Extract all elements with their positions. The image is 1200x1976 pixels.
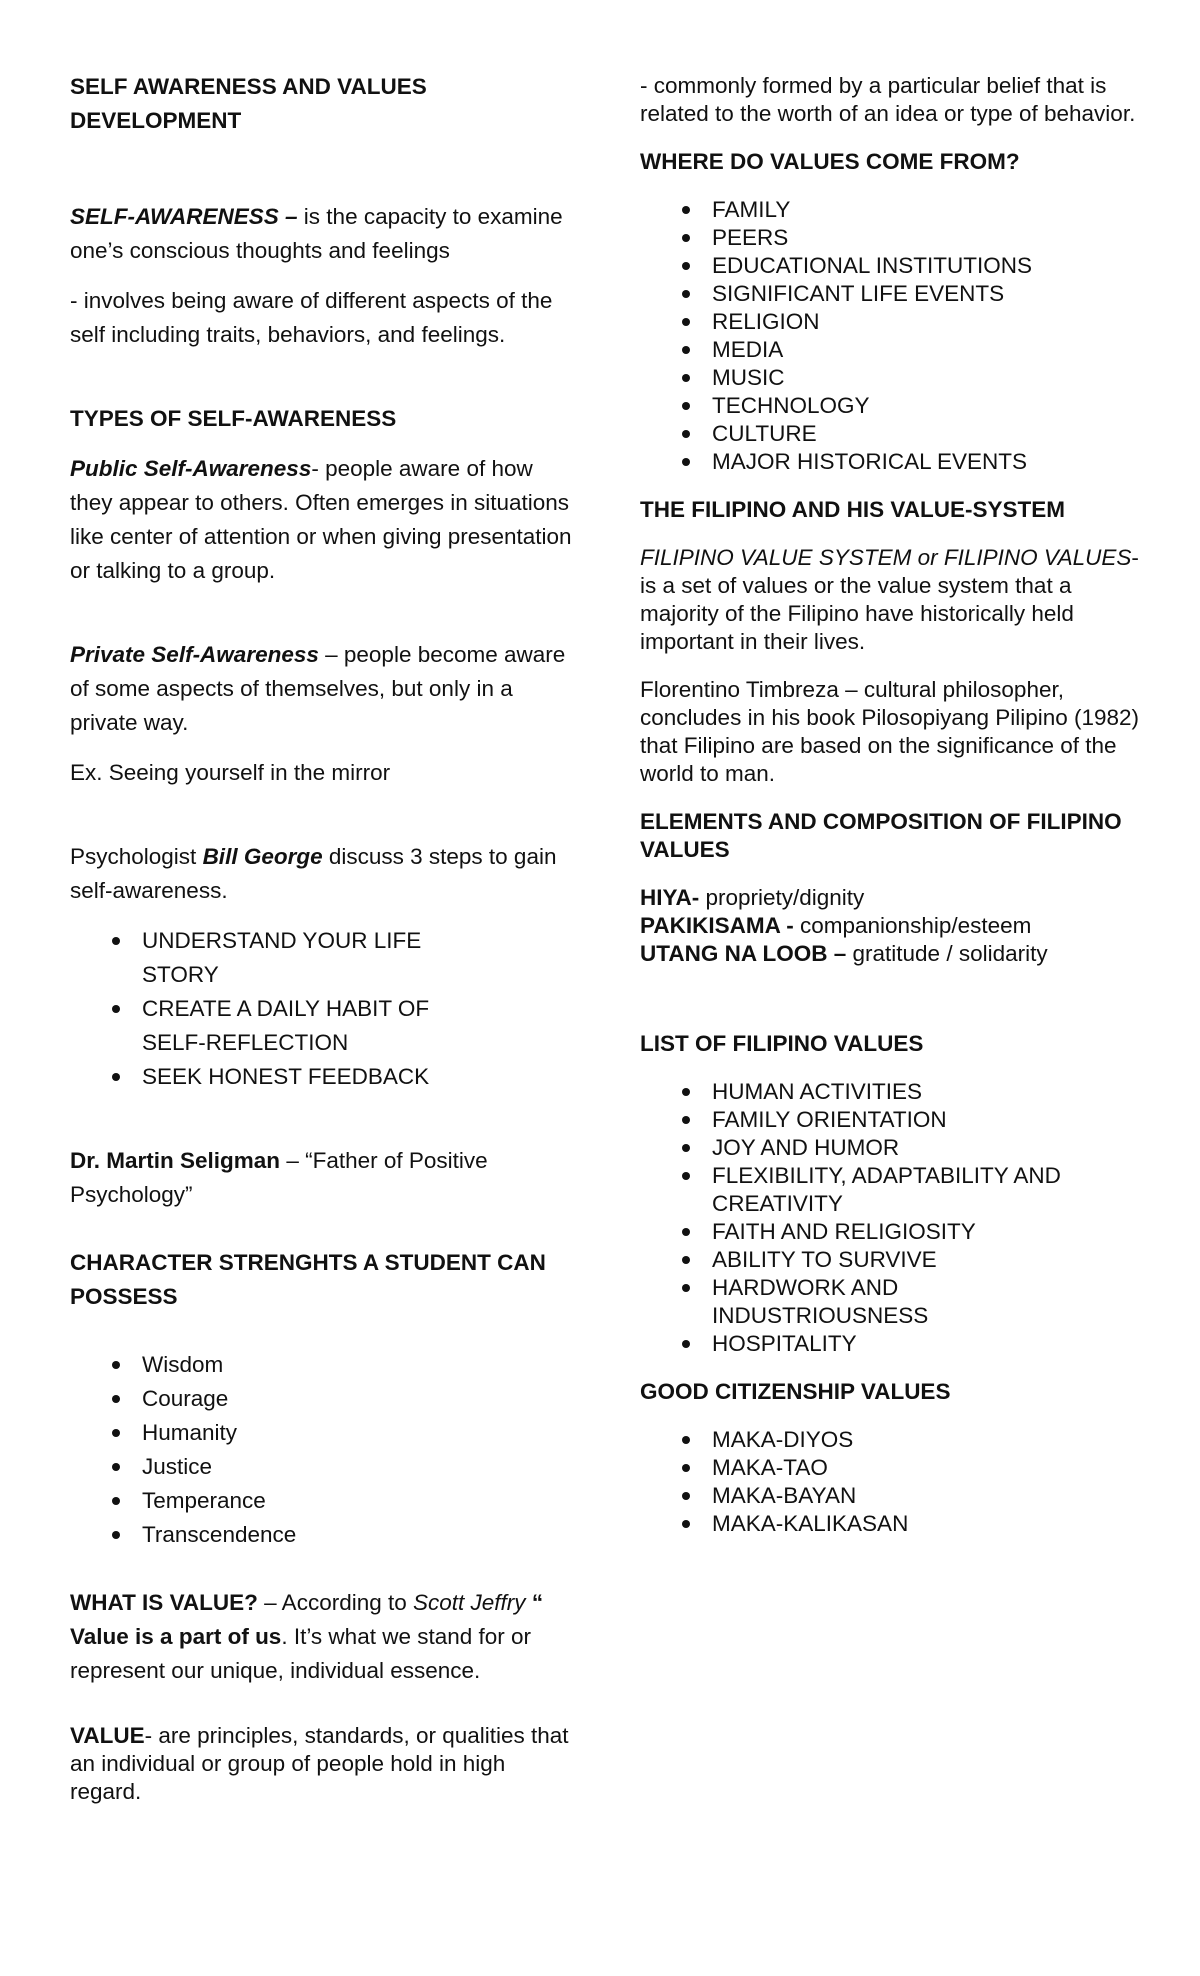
- value-continuation: - commonly formed by a particular belief that is related to the worth of an idea or type of behavior.: [640, 73, 1136, 126]
- list-item: Wisdom: [142, 1348, 575, 1382]
- list-item: MUSIC: [712, 364, 1145, 392]
- list-item: HOSPITALITY: [712, 1330, 1102, 1358]
- filipino-values-list: [640, 1078, 1102, 1358]
- fvs-def: - is a set of values or the value system that a majority of the Filipino have historically held important in their lives.: [640, 545, 1139, 654]
- list-item: HARDWORK AND INDUSTRIOUSNESS: [712, 1274, 1102, 1330]
- psych-prefix: Psychologist: [70, 844, 203, 869]
- list-item: MAKA-DIYOS: [712, 1426, 1145, 1454]
- elements-list: [640, 884, 1145, 968]
- list-item: MAKA-TAO: [712, 1454, 1145, 1482]
- citizen-heading: GOOD CITIZENSHIP VALUES: [640, 1379, 951, 1404]
- filipino-heading: THE FILIPINO AND HIS VALUE-SYSTEM: [640, 497, 1066, 522]
- fvs-term: FILIPINO VALUE SYSTEM or FILIPINO VALUES: [640, 545, 1132, 570]
- what-is-value: [70, 1586, 575, 1688]
- list-item: SEEK HONEST FEEDBACK: [142, 1060, 492, 1094]
- list-item: Humanity: [142, 1416, 575, 1450]
- psych-suffix: discuss 3 steps to gain self-awareness.: [70, 844, 557, 903]
- list-item: JOY AND HUMOR: [712, 1134, 1102, 1162]
- private-self-awareness: [70, 638, 575, 740]
- element-def: gratitude / solidarity: [846, 941, 1048, 966]
- public-def: - people aware of how they appear to others. Often emerges in situations like center of attention or when giving presentation or talking to a group.: [70, 456, 572, 583]
- psychologist-intro: [70, 840, 575, 908]
- list-item: UNDERSTAND YOUR LIFE STORY: [142, 924, 492, 992]
- value-author: Scott Jeffry: [413, 1590, 526, 1615]
- sources-heading: WHERE DO VALUES COME FROM?: [640, 149, 1020, 174]
- self-awareness-detail: - involves being aware of different aspects of the self including traits, behaviors, and feelings.: [70, 288, 553, 347]
- element-hiya: [640, 884, 1145, 912]
- types-heading: TYPES OF SELF-AWARENESS: [70, 406, 397, 431]
- citizen-list: [640, 1426, 1145, 1538]
- seligman-desc: – “Father of Positive Psychology”: [70, 1148, 488, 1207]
- private-def: – people become aware of some aspects of themselves, but only in a private way.: [70, 642, 566, 735]
- seligman-name: Dr. Martin Seligman: [70, 1148, 281, 1173]
- strengths-heading: CHARACTER STRENGHTS A STUDENT CAN POSSESS: [70, 1250, 546, 1309]
- value-q-mid: – According to: [257, 1590, 414, 1615]
- element-def: companionship/esteem: [793, 913, 1032, 938]
- list-item: Justice: [142, 1450, 575, 1484]
- value-quote-rest: . It’s what we stand for or represent our unique, individual essence.: [70, 1624, 532, 1683]
- strengths-list: [70, 1348, 575, 1552]
- sources-list: [640, 196, 1145, 476]
- list-item: CREATE A DAILY HABIT OF SELF-REFLECTION: [142, 992, 492, 1060]
- list-heading: LIST OF FILIPINO VALUES: [640, 1031, 924, 1056]
- self-awareness-term: SELF-AWARENESS –: [70, 204, 298, 229]
- left-column: [70, 70, 575, 1806]
- timbreza-paragraph: Florentino Timbreza – cultural philosopher, concludes in his book Pilosopiyang Pilipino (1982) that Filipino are based on the significance of the world to man.: [640, 677, 1140, 786]
- list-item: ABILITY TO SURVIVE: [712, 1246, 1102, 1274]
- list-item: MEDIA: [712, 336, 1145, 364]
- value-def: - are principles, standards, or qualities that an individual or group of people hold in high regard.: [70, 1723, 569, 1804]
- value-question: WHAT IS VALUE?: [70, 1590, 258, 1615]
- list-item: EDUCATIONAL INSTITUTIONS: [712, 252, 1145, 280]
- elements-heading: ELEMENTS AND COMPOSITION OF FILIPINO VALUES: [640, 809, 1122, 862]
- steps-list: [70, 924, 492, 1094]
- public-term: Public Self-Awareness: [70, 456, 312, 481]
- list-item: PEERS: [712, 224, 1145, 252]
- self-awareness-definition: [70, 200, 575, 268]
- self-awareness-def-text: is the capacity to examine one’s conscious thoughts and feelings: [70, 204, 563, 263]
- element-term: HIYA-: [640, 885, 700, 910]
- list-item: Temperance: [142, 1484, 575, 1518]
- value-definition: [70, 1722, 575, 1806]
- list-item: HUMAN ACTIVITIES: [712, 1078, 1102, 1106]
- public-self-awareness: [70, 452, 575, 588]
- list-item: RELIGION: [712, 308, 1145, 336]
- list-item: TECHNOLOGY: [712, 392, 1145, 420]
- list-item: FAITH AND RELIGIOSITY: [712, 1218, 1102, 1246]
- element-term: UTANG NA LOOB –: [640, 941, 847, 966]
- right-column: [640, 72, 1145, 1538]
- list-item: FAMILY ORIENTATION: [712, 1106, 1102, 1134]
- list-item: MAKA-BAYAN: [712, 1482, 1145, 1510]
- element-utang-na-loob: [640, 940, 1145, 968]
- list-item: MAKA-KALIKASAN: [712, 1510, 1145, 1538]
- value-term: VALUE: [70, 1723, 145, 1748]
- value-quote-bold: “ Value is a part of us: [70, 1590, 544, 1649]
- list-item: FLEXIBILITY, ADAPTABILITY AND CREATIVITY: [712, 1162, 1102, 1218]
- list-item: FAMILY: [712, 196, 1145, 224]
- list-item: SIGNIFICANT LIFE EVENTS: [712, 280, 1145, 308]
- seligman-line: [70, 1144, 575, 1212]
- document-title: SELF AWARENESS AND VALUES DEVELOPMENT: [70, 74, 427, 133]
- list-item: Courage: [142, 1382, 575, 1416]
- element-pakikisama: [640, 912, 1145, 940]
- private-example: Ex. Seeing yourself in the mirror: [70, 760, 391, 785]
- psych-name: Bill George: [202, 844, 323, 869]
- private-term: Private Self-Awareness: [70, 642, 319, 667]
- list-item: CULTURE: [712, 420, 1145, 448]
- list-item: MAJOR HISTORICAL EVENTS: [712, 448, 1145, 476]
- element-term: PAKIKISAMA -: [640, 913, 794, 938]
- list-item: Transcendence: [142, 1518, 575, 1552]
- filipino-value-system: [640, 544, 1145, 656]
- element-def: propriety/dignity: [699, 885, 865, 910]
